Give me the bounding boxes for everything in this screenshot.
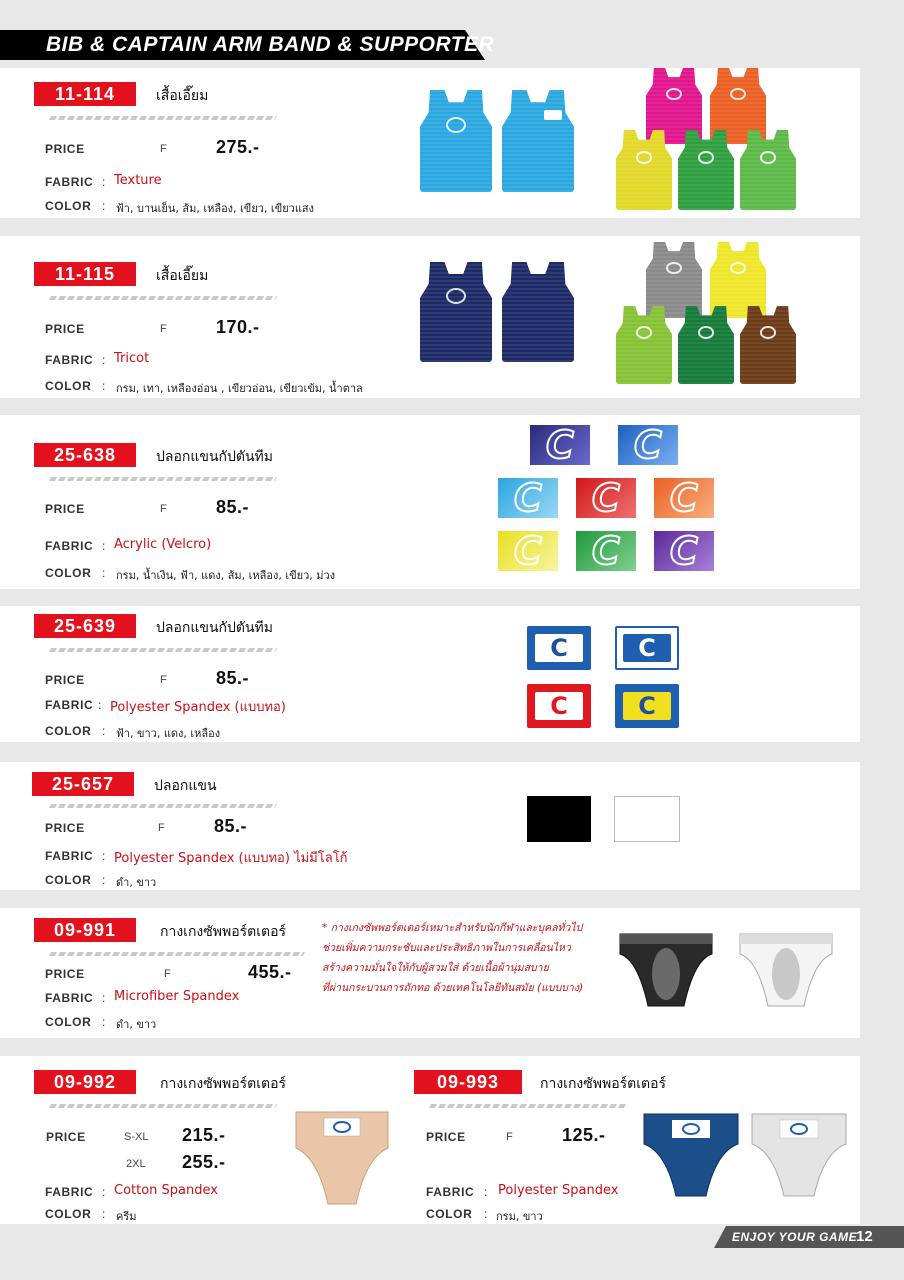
size: F bbox=[164, 968, 171, 980]
colon: : bbox=[102, 566, 106, 580]
product-name: เสื้อเอี๊ยม bbox=[156, 88, 209, 104]
divider bbox=[49, 116, 277, 120]
divider bbox=[49, 296, 277, 300]
product-note-line: ช่วยเพิ่มความกระชับและประสิทธิภาพในการเคลื่อนไหว bbox=[322, 942, 571, 954]
color-value: ดำ, ขาว bbox=[116, 1018, 157, 1031]
vest-light-green-image bbox=[616, 306, 672, 384]
product-code: 25-657 bbox=[32, 772, 134, 796]
fabric-value: Tricot bbox=[114, 351, 150, 366]
product-panel-25-639 bbox=[0, 606, 860, 742]
color-label: COLOR bbox=[45, 1207, 92, 1221]
supporter-black-image bbox=[618, 930, 714, 1010]
fabric-label: FABRIC bbox=[45, 1185, 94, 1199]
product-code: 09-991 bbox=[34, 918, 136, 942]
product-panel-25-657 bbox=[0, 762, 860, 890]
armband-red-image: C bbox=[576, 478, 636, 518]
color-label: COLOR bbox=[45, 379, 92, 393]
fabric-label: FABRIC bbox=[45, 698, 94, 712]
divider bbox=[49, 1104, 277, 1108]
footer-slogan: ENJOY YOUR GAME bbox=[732, 1230, 858, 1244]
page-number: 12 bbox=[856, 1228, 873, 1245]
product-name: ปลอกแขนกัปตันทีม bbox=[156, 620, 273, 636]
armband-black-image bbox=[527, 796, 591, 842]
product-name: กางเกงซัพพอร์ตเตอร์ bbox=[160, 924, 287, 940]
armband-yellow-image: C bbox=[498, 531, 558, 571]
product-panel-11-115 bbox=[0, 236, 860, 398]
armband-white-image: C bbox=[615, 626, 679, 670]
armband-blue-image: C bbox=[527, 626, 591, 670]
product-code: 09-992 bbox=[34, 1070, 136, 1094]
divider bbox=[49, 648, 277, 652]
divider bbox=[49, 477, 277, 481]
price-label: PRICE bbox=[46, 1130, 86, 1144]
color-value: ฟ้า, ขาว, แดง, เหลือง bbox=[116, 727, 221, 740]
fabric-label: FABRIC bbox=[426, 1185, 475, 1199]
color-label: COLOR bbox=[45, 724, 92, 738]
armband-green-image: C bbox=[576, 531, 636, 571]
price-label: PRICE bbox=[45, 821, 85, 835]
price: 125.- bbox=[562, 1125, 606, 1145]
color-value: กรม, ขาว bbox=[496, 1210, 543, 1223]
size: F bbox=[160, 674, 167, 686]
supporter-navy-image bbox=[642, 1110, 740, 1200]
divider bbox=[49, 952, 305, 956]
color-label: COLOR bbox=[45, 199, 92, 213]
product-code: 25-639 bbox=[34, 614, 136, 638]
size: F bbox=[158, 822, 165, 834]
color-value: กรม, น้ำเงิน, ฟ้า, แดง, ส้ม, เหลือง, เขียว, ม่วง bbox=[116, 569, 336, 582]
size: F bbox=[160, 323, 167, 335]
fabric-value: Cotton Spandex bbox=[114, 1183, 218, 1198]
fabric-label: FABRIC bbox=[45, 175, 94, 189]
armband-blue-image: C bbox=[618, 425, 678, 465]
product-code: 09-993 bbox=[414, 1070, 522, 1094]
colon: : bbox=[102, 724, 106, 738]
price-label: PRICE bbox=[45, 142, 85, 156]
colon: : bbox=[102, 1015, 106, 1029]
product-panel-11-114 bbox=[0, 68, 860, 218]
price: 255.- bbox=[182, 1152, 226, 1172]
armband-sky-image: C bbox=[498, 478, 558, 518]
colon: : bbox=[102, 353, 106, 367]
size: F bbox=[160, 143, 167, 155]
fabric-value: Polyester Spandex (แบบทอ) ไม่มีโลโก้ bbox=[114, 851, 348, 866]
product-code: 25-638 bbox=[34, 443, 136, 467]
price: 170.- bbox=[216, 317, 260, 337]
size: 2XL bbox=[126, 1158, 146, 1170]
fabric-value: Polyester Spandex (แบบทอ) bbox=[110, 700, 286, 715]
armband-yellow-image: C bbox=[615, 684, 679, 728]
price-label: PRICE bbox=[45, 502, 85, 516]
fabric-label: FABRIC bbox=[45, 539, 94, 553]
colon: : bbox=[102, 199, 106, 213]
price-label: PRICE bbox=[45, 673, 85, 687]
color-label: COLOR bbox=[426, 1207, 473, 1221]
size: S-XL bbox=[124, 1131, 149, 1143]
colon: : bbox=[102, 849, 106, 863]
size: F bbox=[160, 503, 167, 515]
vest-back-image bbox=[502, 262, 574, 362]
color-value: กรม, เทา, เหลืองอ่อน , เขียวอ่อน, เขียวเข้ม, น้ำตาล bbox=[116, 382, 363, 395]
supporter-white-image bbox=[750, 1110, 848, 1200]
color-label: COLOR bbox=[45, 566, 92, 580]
armband-purple-image: C bbox=[654, 531, 714, 571]
price-label: PRICE bbox=[45, 967, 85, 981]
fabric-label: FABRIC bbox=[45, 991, 94, 1005]
price: 85.- bbox=[216, 497, 250, 517]
color-value: ครีม bbox=[116, 1210, 137, 1223]
fabric-value: Microfiber Spandex bbox=[114, 989, 240, 1004]
price-label: PRICE bbox=[45, 322, 85, 336]
product-name: ปลอกแขนกัปตันทีม bbox=[156, 449, 273, 465]
price: 455.- bbox=[248, 962, 292, 982]
fabric-value: Polyester Spandex bbox=[498, 1183, 619, 1198]
divider bbox=[49, 804, 277, 808]
vest-back-image bbox=[502, 90, 574, 192]
product-name: ปลอกแขน bbox=[154, 778, 217, 794]
armband-red-image: C bbox=[527, 684, 591, 728]
price-label: PRICE bbox=[426, 1130, 466, 1144]
colon: : bbox=[484, 1207, 488, 1221]
fabric-label: FABRIC bbox=[45, 849, 94, 863]
fabric-label: FABRIC bbox=[45, 353, 94, 367]
product-note-line: ที่ผ่านกระบวนการถักทอ ด้วยเทคโนโลยีทันสมัย (แบบบาง) bbox=[322, 982, 584, 994]
supporter-white-image bbox=[738, 930, 834, 1010]
product-note-line: * กางเกงซัพพอร์ตเตอร์เหมาะสำหรับนักกีฬาและบุคลทั่วไป bbox=[322, 922, 583, 934]
product-code: 11-115 bbox=[34, 262, 136, 286]
color-label: COLOR bbox=[45, 873, 92, 887]
color-value: ฟ้า, บานเย็น, ส้ม, เหลือง, เขียว, เขียวแสง bbox=[116, 202, 315, 215]
armband-white-image bbox=[614, 796, 680, 842]
color-value: ดำ, ขาว bbox=[116, 876, 157, 889]
price: 215.- bbox=[182, 1125, 226, 1145]
vest-yellow-image bbox=[616, 130, 672, 210]
size: F bbox=[506, 1131, 513, 1143]
product-name: กางเกงซัพพอร์ตเตอร์ bbox=[160, 1076, 287, 1092]
product-name: เสื้อเอี๊ยม bbox=[156, 268, 209, 284]
product-code: 11-114 bbox=[34, 82, 136, 106]
armband-navy-image: C bbox=[530, 425, 590, 465]
colon: : bbox=[98, 698, 102, 712]
colon: : bbox=[102, 873, 106, 887]
product-panel-25-638 bbox=[0, 415, 860, 589]
product-panel-bottom bbox=[0, 1056, 860, 1224]
colon: : bbox=[484, 1185, 488, 1199]
price: 85.- bbox=[216, 668, 250, 688]
colon: : bbox=[102, 1185, 106, 1199]
vest-brown-image bbox=[740, 306, 796, 384]
armband-orange-image: C bbox=[654, 478, 714, 518]
price: 85.- bbox=[214, 816, 248, 836]
colon: : bbox=[102, 991, 106, 1005]
colon: : bbox=[102, 175, 106, 189]
color-label: COLOR bbox=[45, 1015, 92, 1029]
vest-green-image bbox=[678, 130, 734, 210]
colon: : bbox=[102, 379, 106, 393]
colon: : bbox=[102, 539, 106, 553]
colon: : bbox=[102, 1207, 106, 1221]
fabric-value: Texture bbox=[114, 173, 162, 188]
product-name: กางเกงซัพพอร์ตเตอร์ bbox=[540, 1076, 667, 1092]
supporter-cream-image bbox=[294, 1108, 390, 1208]
vest-dark-green-image bbox=[678, 306, 734, 384]
product-panel-09-991 bbox=[0, 908, 860, 1038]
product-note-line: สร้างความมั่นใจให้กับผู้สวมใส่ ด้วยเนื้อผ้านุ่มสบาย bbox=[322, 962, 549, 974]
vest-front-image bbox=[420, 90, 492, 192]
price: 275.- bbox=[216, 137, 260, 157]
divider bbox=[429, 1104, 627, 1108]
fabric-value: Acrylic (Velcro) bbox=[114, 537, 212, 552]
page-title: BIB & CAPTAIN ARM BAND & SUPPORTER bbox=[46, 33, 495, 56]
vest-light-green-image bbox=[740, 130, 796, 210]
vest-front-image bbox=[420, 262, 492, 362]
